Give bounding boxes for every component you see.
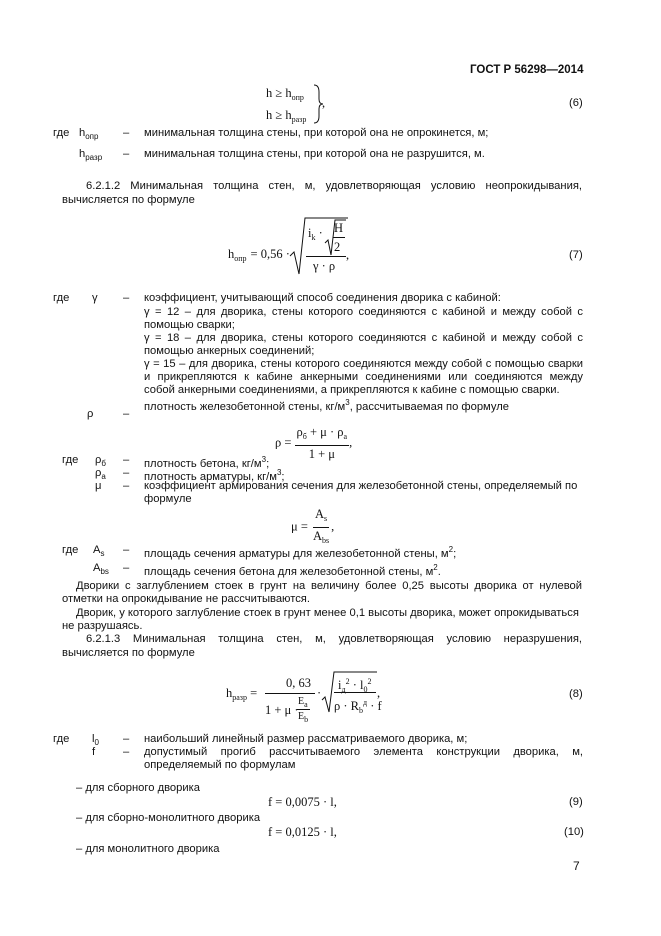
rho-definition: плотность железобетонной стены, $кг/м^3$, рассчитываемая по формуле <box>144 398 509 413</box>
p6212-line2: вычисляется по формуле <box>62 194 195 206</box>
eq8-root-num: $i_д^2 \cdot l_0^2$ <box>338 677 372 694</box>
where8-text-2: допустимый прогиб рассчитываемого элемента конструкции дворика, м, <box>144 746 583 758</box>
where8-sym-2: f <box>92 746 96 758</box>
eq8-den-bar <box>297 709 310 710</box>
where-rho-dash-1: – <box>123 454 130 466</box>
where8-dash-1: – <box>123 733 130 745</box>
eq8-number: (8) <box>569 688 583 700</box>
where7-line-4: γ = 18 – для дворика, стены которого соединяются с кабиной и между собой с <box>144 332 583 344</box>
where-rho-dash-2: – <box>123 467 130 479</box>
formula-eq-1: f = 0,0075 · l, <box>268 795 337 809</box>
where-label: где <box>53 127 70 139</box>
eq6-comma: , <box>322 96 326 110</box>
eq7-inner-num: H <box>334 221 344 235</box>
where-rho-sym-1: $\rho_б$ <box>95 454 106 468</box>
eq8-lhs: $h_{разр}$ = <box>226 686 258 702</box>
para1-line2: отметки на опрокидывание не рассчитываются. <box>62 593 310 605</box>
formula-label-2: – для сборно-монолитного дворика <box>76 812 261 824</box>
where7-line-8: собой анкерными соединениями, а прикрепляются к кабине с помощью сварки. <box>144 384 560 396</box>
eq7-inner-den: 2 <box>334 240 341 254</box>
eq8-num: 0, 63 <box>286 676 311 690</box>
where6-dash-2: – <box>123 148 130 160</box>
eq6-line2: $h \ge h_{разр}$ <box>266 108 307 124</box>
rho-sym: ρ <box>87 408 94 420</box>
where-mu-text-1: площадь сечения арматуры для железобетонной стены, $м^2$; <box>144 545 457 560</box>
eq8-main-bar <box>265 693 315 694</box>
where6-sym-2: $h_{разр}$ <box>79 148 103 162</box>
where6-sym-1: $h_{опр}$ <box>79 127 99 141</box>
where-rho-sym-2: $\rho_а$ <box>95 467 106 481</box>
document-header: ГОСТ Р 56298—2014 <box>470 64 584 76</box>
where-mu-text-2: площадь сечения бетона для железобетонной стены, $м^2$. <box>144 563 441 578</box>
eq7-comma: , <box>346 248 350 262</box>
page-number: 7 <box>573 859 580 873</box>
where-rho-sym-3: μ <box>95 480 102 492</box>
eq7-num: $i_k$ · <box>308 226 323 242</box>
where6-dash-1: – <box>123 127 130 139</box>
para2-line1: Дворик, у которого заглубление стоек в грунт менее 0,1 высоты дворика, может опрокидываться <box>76 607 579 619</box>
eq6-number: (6) <box>569 97 583 109</box>
eq7-den: γ · ρ <box>313 259 336 273</box>
eq8-den-den: $E_b$ <box>298 711 309 724</box>
eq7-lhs: $h_{опр} = 0,56$ · <box>228 247 290 263</box>
eq7-main-bar <box>306 256 346 257</box>
where-rho-text-1: плотность бетона, $кг/м^3$; <box>144 455 270 470</box>
p6213-line2: вычисляется по формуле <box>62 647 195 659</box>
where7-dash: – <box>123 292 130 304</box>
where8-label: где <box>53 733 70 745</box>
eq8-dot: · <box>317 686 322 700</box>
where7-line-6: γ = 15 – для дворика, стены которого соединяются между собой с помощью сварки <box>144 358 583 370</box>
eq-mu: μ = $\frac{A_s}{A_{bs}}$ , <box>291 507 335 545</box>
eq-rho: ρ = $\frac{\rho_б + \mu \cdot \rho_а}{1 + \mu}$ , <box>275 425 353 461</box>
where7-line-7: и прикрепляются к кабине анкерными соединениями или соединяются между <box>144 371 583 383</box>
where-rho-label: где <box>62 454 79 466</box>
para2-line2: не разрушаясь. <box>62 620 143 632</box>
where-mu-label: где <box>62 544 79 556</box>
eq8-root-bar <box>334 692 376 693</box>
where6-text-1: минимальная толщина стены, при которой она не опрокинется, м; <box>144 127 489 139</box>
where-rho-text-3: коэффициент армирования сечения для железобетонной стены, определяемый по <box>144 480 578 492</box>
where-rho-text-2: плотность арматуры, $кг/м^3$; <box>144 468 285 483</box>
where-mu-sym-2: $A_{bs}$ <box>93 562 109 576</box>
p6212-line1: 6.2.1.2 Минимальная толщина стен, м, удовлетворяющая условию неопрокидывания, <box>86 180 582 192</box>
where-mu-dash-2: – <box>123 562 130 574</box>
eq8-root-den: $\rho \cdot R_b^д \cdot f$ <box>334 698 382 715</box>
formula-label-3: – для монолитного дворика <box>76 843 220 855</box>
eq8-comma: , <box>377 686 381 700</box>
where7-line-2: γ = 12 – для дворика, стены которого соединяются с кабиной и между собой с <box>144 306 583 318</box>
where8-text-1: наибольший линейный размер рассматриваемого дворика, м; <box>144 733 468 745</box>
where7-line-3: помощью сварки; <box>144 319 235 331</box>
where-rho-cont: формуле <box>144 493 192 505</box>
where7-line-1: коэффициент, учитывающий способ соединения дворика с кабиной: <box>144 292 501 304</box>
eq7-inner-bar <box>333 237 345 238</box>
where6-text-2: минимальная толщина стены, при которой она не разрушится, м. <box>144 148 485 160</box>
formula-number-2: (10) <box>564 826 584 838</box>
where-rho-dash-3: – <box>123 480 130 492</box>
eq8-den-a: 1 + μ · <box>265 703 299 717</box>
formula-label-1: – для сборного дворика <box>76 782 200 794</box>
where8-cont: определяемый по формулам <box>144 759 296 771</box>
p6213-line1: 6.2.1.3 Минимальная толщина стен, м, удовлетворяющая условию неразрушения, <box>86 633 582 645</box>
formula-number-1: (9) <box>569 796 583 808</box>
where7-label: где <box>53 292 70 304</box>
where-mu-dash-1: – <box>123 544 130 556</box>
para1-line1: Дворики с заглублением стоек в грунт на величину более 0,25 высоты дворика от нулевой <box>76 580 582 592</box>
formula-eq-2: f = 0,0125 · l, <box>268 825 337 839</box>
where-mu-sym-1: $A_s$ <box>93 544 105 558</box>
eq8-den-num: $E_a$ <box>298 696 308 709</box>
rho-dash: – <box>123 408 130 420</box>
where8-sym-1: $l_0$ <box>92 733 99 747</box>
where7-sym: γ <box>92 292 98 304</box>
where7-line-5: помощью анкерных соединений; <box>144 345 315 357</box>
eq7-number: (7) <box>569 249 583 261</box>
eq6-line1: $h \ge h_{опр}$ <box>266 86 304 102</box>
where8-dash-2: – <box>123 746 130 758</box>
